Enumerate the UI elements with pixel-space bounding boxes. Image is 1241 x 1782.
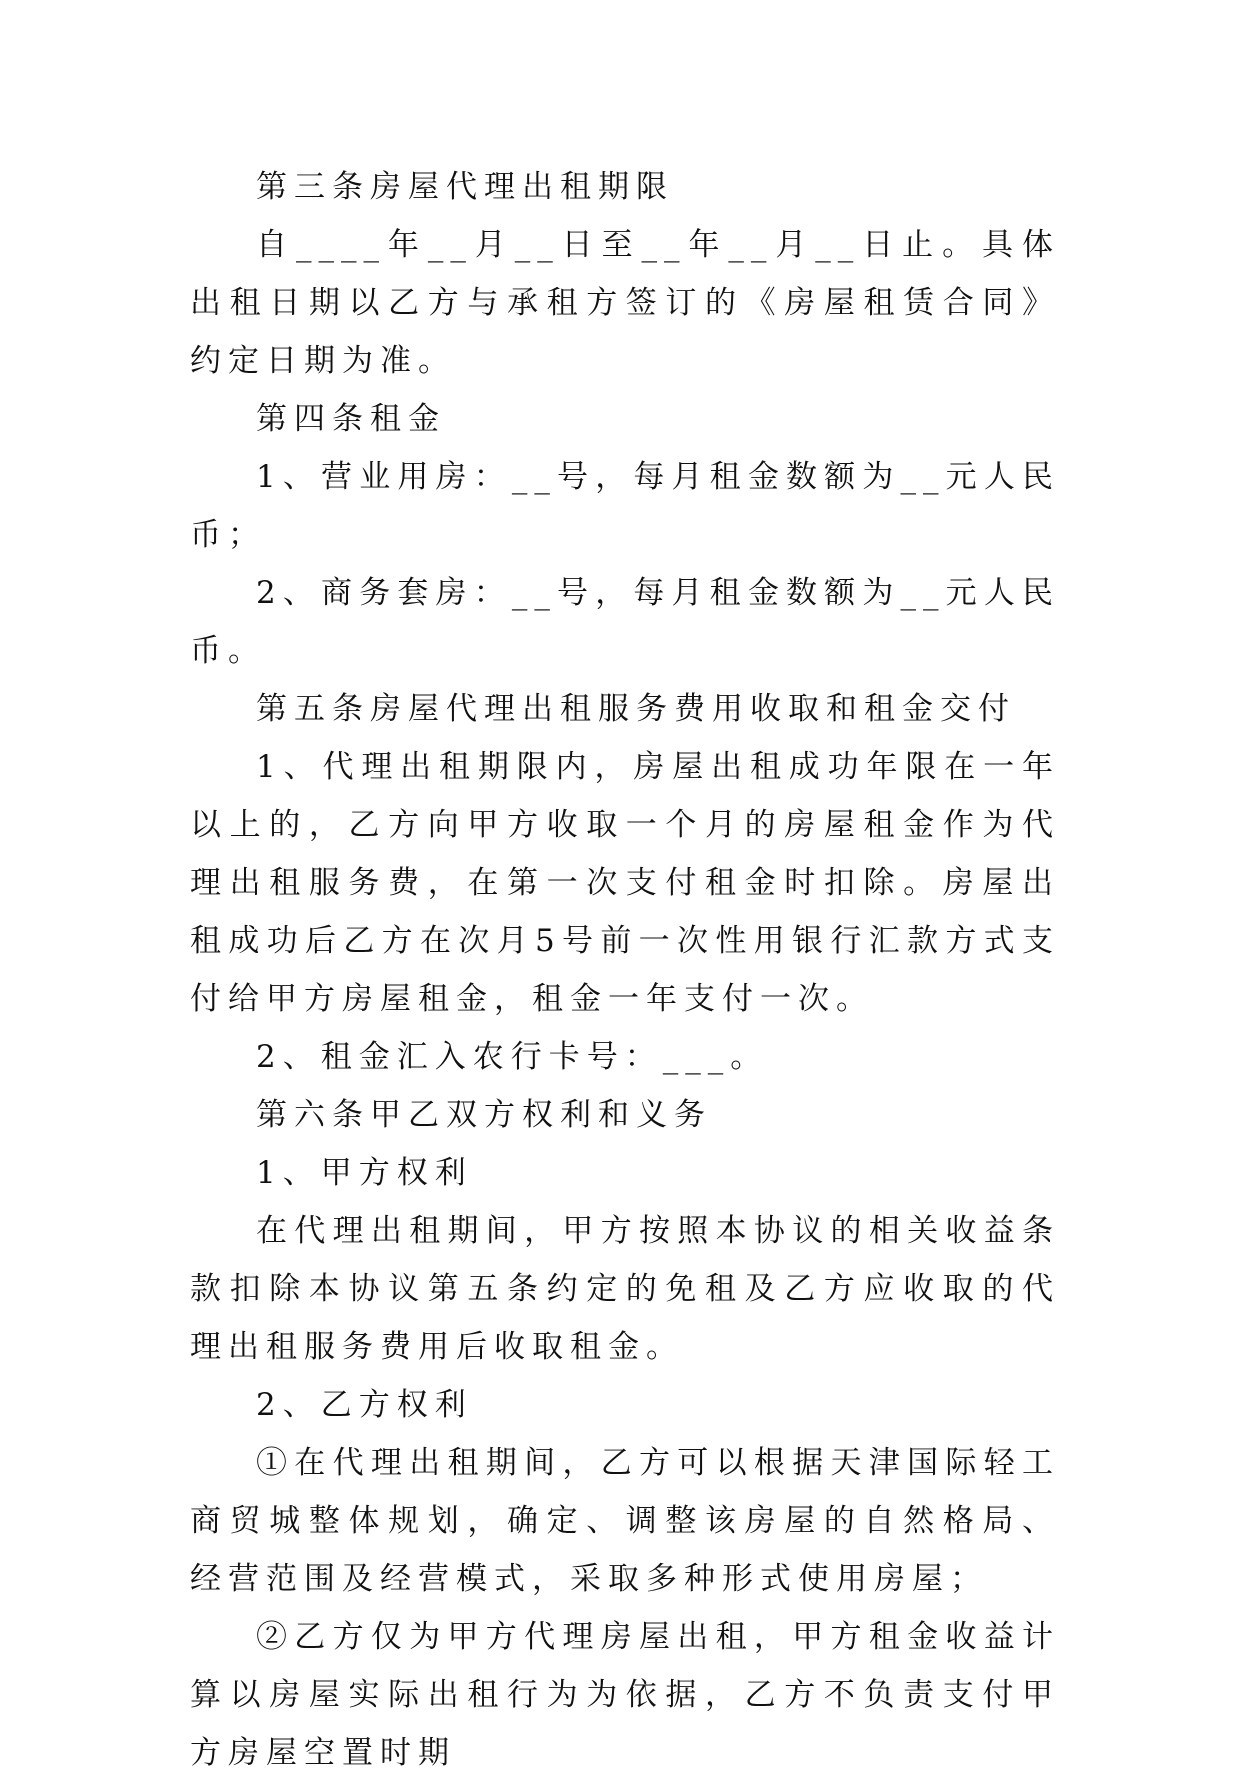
clause-3-term-text: 自____年__月__日至__年__月__日止。具体出租日期以乙方与承租方签订的《房屋租赁合同》约定日期为准。 xyxy=(190,227,1060,379)
clause-4-heading: 第四条租金 xyxy=(256,401,446,437)
rent-business-suite: 2、商务套房：__号，每月租金数额为__元人民币。 xyxy=(190,575,1060,669)
clause-3-heading: 第三条房屋代理出租期限 xyxy=(256,169,674,205)
party-b-rights-heading: 2、乙方权利 xyxy=(256,1387,473,1423)
rent-business-room: 1、营业用房：__号，每月租金数额为__元人民币； xyxy=(190,459,1060,553)
clause-5-heading: 第五条房屋代理出租服务费用收取和租金交付 xyxy=(256,691,1016,727)
party-a-rights-text: 在代理出租期间，甲方按照本协议的相关收益条款扣除本协议第五条约定的免租及乙方应收取的代理出租服务费用后收取租金。 xyxy=(190,1213,1060,1365)
party-a-rights-heading: 1、甲方权利 xyxy=(256,1155,473,1191)
document-body xyxy=(190,158,1060,1782)
clause-5-item-1: 1、代理出租期限内，房屋出租成功年限在一年以上的，乙方向甲方收取一个月的房屋租金作为代理出租服务费，在第一次支付租金时扣除。房屋出租成功后乙方在次月5号前一次性用银行汇款方式支付给甲方房屋租金，租金一年支付一次。 xyxy=(190,749,1060,1017)
clause-6-heading: 第六条甲乙双方权利和义务 xyxy=(256,1097,712,1133)
party-b-rights-item-1: ①在代理出租期间，乙方可以根据天津国际轻工商贸城整体规划，确定、调整该房屋的自然格局、经营范围及经营模式，采取多种形式使用房屋； xyxy=(190,1445,1060,1597)
clause-5-item-2: 2、租金汇入农行卡号：___。 xyxy=(256,1039,769,1075)
party-b-rights-item-2: ②乙方仅为甲方代理房屋出租，甲方租金收益计算以房屋实际出租行为为依据，乙方不负责支付甲方房屋空置时期 xyxy=(190,1619,1060,1771)
